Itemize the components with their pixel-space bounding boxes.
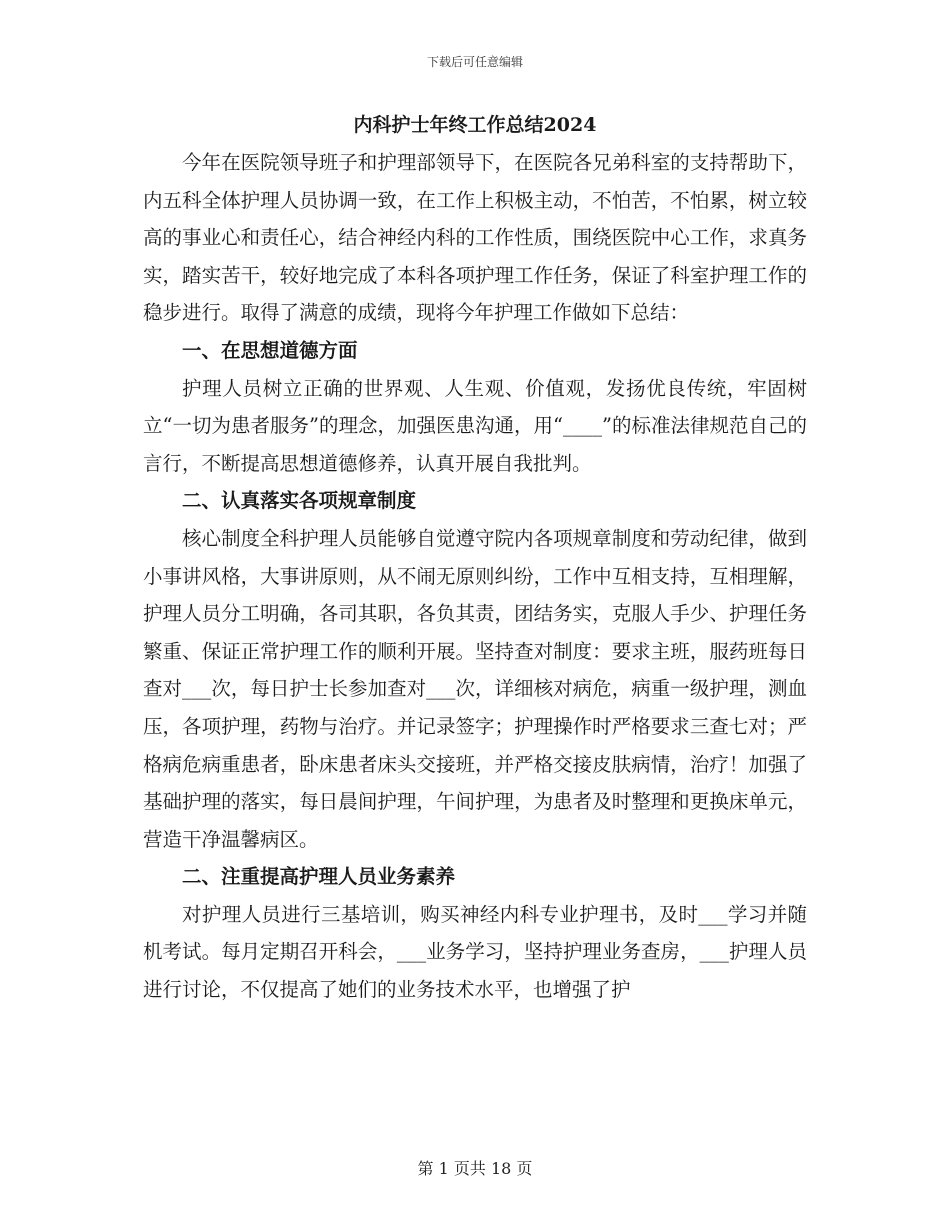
section-paragraph-3: 对护理人员进行三基培训，购买神经内科专业护理书，及时___学习并随机考试。每月定期召开科会，___业务学习，坚持护理业务查房，___护理人员进行讨论，不仅提高了她们的业务技术水平，也增强了护: [143, 902, 807, 1002]
page-footer: 第 1 页共 18 页: [417, 1159, 533, 1178]
section-paragraph-1: 护理人员树立正确的世界观、人生观、价值观，发扬优良传统，牢固树立“一切为患者服务”的理念，加强医患沟通，用“____”的标准法律规范自己的言行，不断提高思想道德修养，认真开展自我批判。: [143, 376, 807, 475]
section-heading-1: 一、在思想道德方面: [182, 338, 358, 362]
section-heading-2: 二、认真落实各项规章制度: [182, 489, 417, 513]
document-title: 内科护士年终工作总结2024: [353, 114, 597, 136]
intro-paragraph: 今年在医院领导班子和护理部领导下，在医院各兄弟科室的支持帮助下，内五科全体护理人员协调一致，在工作上积极主动，不怕苦，不怕累，树立较高的事业心和责任心，结合神经内科的工作性质，围绕医院中心工作，求真务实，踏实苦干，较好地完成了本科各项护理工作任务，保证了科室护理工作的稳步进行。取得了满意的成绩，现将今年护理工作做如下总结：: [143, 151, 807, 325]
section-heading-3: 二、注重提高护理人员业务素养: [182, 865, 456, 889]
section-paragraph-2: 核心制度全科护理人员能够自觉遵守院内各项规章制度和劳动纪律，做到小事讲风格，大事讲原则，从不闹无原则纠纷，工作中互相支持，互相理解，护理人员分工明确，各司其职，各负其责，团结务实，克服人手少、护理任务繁重、保证正常护理工作的顺利开展。坚持查对制度：要求主班，服药班每日查对___次，每日护士长参加查对___次，详细核对病危，病重一级护理，测血压，各项护理，药物与治疗。并记录签字；护理操作时严格要求三查七对；严格病危病重患者，卧床患者床头交接班，并严格交接皮肤病情，治疗！加强了基础护理的落实，每日晨间护理，午间护理，为患者及时整理和更换床单元，营造干净温馨病区。: [143, 526, 807, 851]
header-note: 下载后可任意编辑: [426, 55, 523, 69]
document-body: [143, 110, 807, 1009]
